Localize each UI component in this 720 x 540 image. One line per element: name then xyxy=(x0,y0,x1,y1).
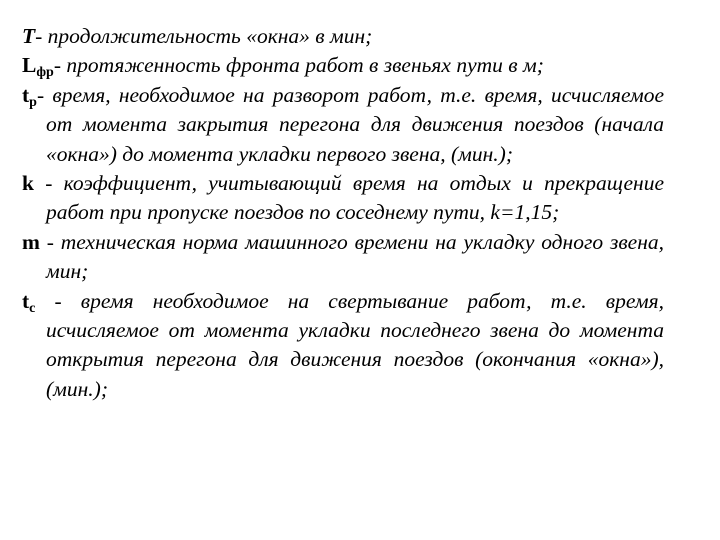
definition-tr xyxy=(22,81,664,169)
symbol-L: $L_{фр}$ xyxy=(22,53,54,81)
definition-text: - время необходимое на свертывание работ, т.е. время, исчисляемое от момента укладки последнего звена до момента открытия перегона для движения поездов (окончания «окна»), (мин.); xyxy=(35,288,664,401)
definition-T xyxy=(22,22,664,51)
symbol-m: m xyxy=(22,229,40,254)
definition-tc xyxy=(22,287,664,405)
symbol-k: k xyxy=(22,171,34,196)
definition-text: - протяженность фронта работ в звеньях пути в м; xyxy=(53,53,544,78)
subscript: с xyxy=(29,300,36,316)
definition-text: - время, необходимое на разворот работ, т.е. время, исчисляемое от момента закрытия перегона для движения поездов (начала «окна») до момента укладки первого звена, (мин.); xyxy=(36,82,664,166)
symbol-t: $t_р$ xyxy=(22,82,37,110)
definition-Lfr xyxy=(22,51,664,80)
subscript: р xyxy=(29,94,37,110)
definition-text: - продолжительность «окна» в мин; xyxy=(35,24,373,48)
symbol-T: T xyxy=(22,24,36,48)
definition-text: - коэффициент, учитывающий время на отдых и прекращение работ при пропуске поездов по соседнему пути, k=1,15; xyxy=(33,171,664,225)
subscript: фр xyxy=(36,65,54,81)
definition-k xyxy=(22,169,664,228)
definition-list xyxy=(22,22,664,404)
symbol-t: $t_с$ xyxy=(22,288,36,316)
definition-m xyxy=(22,228,664,287)
definition-text: - техническая норма машинного времени на укладку одного звена, мин; xyxy=(39,229,664,284)
